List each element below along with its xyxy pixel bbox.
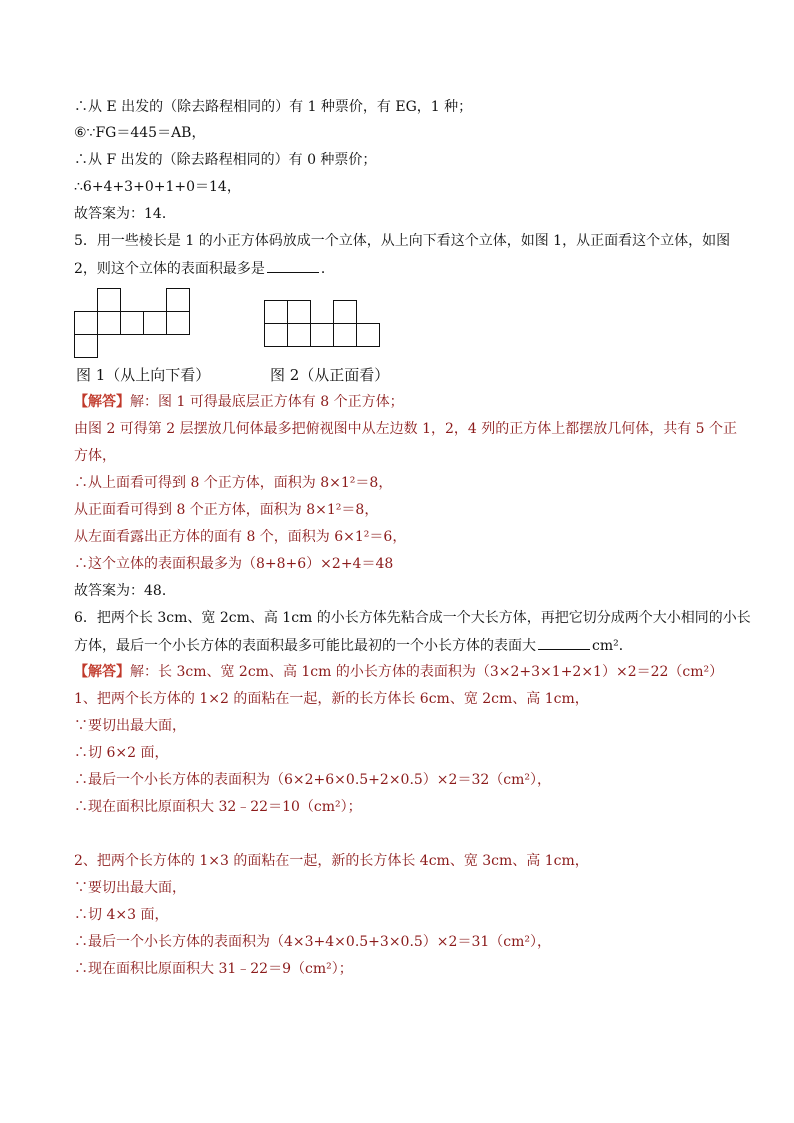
solution-6-line: ∴切 6×2 面， bbox=[74, 745, 169, 761]
solution-6-line: ∵要切出最大面， bbox=[74, 880, 186, 896]
solution-6-line: ∴现在面积比原面积大 31﹣22＝9（cm²）； bbox=[74, 961, 353, 977]
solution-5-line: 从正面看可得到 8 个正方体，面积为 8×1²＝8， bbox=[74, 502, 379, 518]
figure-2-caption: 图 2（从正面看） bbox=[270, 366, 390, 384]
text-line: ∴从 E 出发的（除去路程相同的）有 1 种票价，有 EG，1 种； bbox=[74, 99, 473, 115]
solution-5-line bbox=[74, 392, 404, 412]
answer-blank bbox=[267, 258, 319, 273]
text-line: ∴从 F 出发的（除去路程相同的）有 0 种票价； bbox=[74, 152, 377, 168]
solution-tag: 【解答】 bbox=[74, 664, 130, 680]
question-5-text: 2，则这个立体的表面积最多是 bbox=[74, 261, 265, 277]
question-5-line-1: 5．用一些棱长是 1 的小正方体码放成一个立体，从上向下看这个立体，如图 1，从正面看这个立体，如图 bbox=[74, 233, 731, 249]
text-line: ⑥∵FG＝445＝AB， bbox=[74, 125, 206, 141]
solution-6-line: ∴最后一个小长方体的表面积为（4×3+4×0.5+3×0.5）×2＝31（cm²）， bbox=[74, 934, 551, 950]
question-5-line-2 bbox=[74, 258, 335, 279]
solution-5-line: 方体， bbox=[74, 448, 116, 464]
solution-5-line: ∴这个立体的表面积最多为（8+8+6）×2+4＝48 bbox=[74, 556, 394, 572]
solution-6-line: ∴切 4×3 面， bbox=[74, 907, 169, 923]
question-6-line-1: 6．把两个长 3cm、宽 2cm、高 1cm 的小长方体先粘合成一个大长方体，再把它切分成两个大小相同的小长 bbox=[74, 610, 751, 626]
solution-5-line: 从左面看露出正方体的面有 8 个，面积为 6×1²＝6， bbox=[74, 529, 407, 545]
figure-1-top-view bbox=[74, 288, 194, 360]
figure-2-front-view bbox=[264, 300, 384, 352]
answer-line: 故答案为：14． bbox=[74, 206, 176, 222]
solution-text: 解：长 3cm、宽 2cm、高 1cm 的小长方体的表面积为（3×2+3×1+2×1）×2＝22（cm²） bbox=[130, 664, 724, 680]
text-line: ∴6+4+3+0+1+0＝14， bbox=[74, 179, 241, 195]
question-6-unit: cm²． bbox=[592, 638, 633, 654]
solution-5-line: ∴从上面看可得到 8 个正方体，面积为 8×1²＝8， bbox=[74, 475, 393, 491]
solution-6-line: ∵要切出最大面， bbox=[74, 718, 186, 734]
question-5-end: ． bbox=[320, 261, 335, 277]
solution-6-line: 2、把两个长方体的 1×3 的面粘在一起，新的长方体长 4cm、宽 3cm、高 1cm， bbox=[74, 853, 589, 869]
question-6-text: 方体，最后一个小长方体的表面积最多可能比最初的一个小长方体的表面大 bbox=[74, 638, 536, 654]
solution-text: 解：图 1 可得最底层正方体有 8 个正方体； bbox=[130, 394, 404, 410]
solution-6-line: ∴现在面积比原面积大 32﹣22＝10（cm²）； bbox=[74, 799, 362, 815]
solution-5-line: 由图 2 可得第 2 层摆放几何体最多把俯视图中从左边数 1，2，4 列的正方体上都摆放几何体，共有 5 个正 bbox=[74, 421, 738, 437]
answer-blank bbox=[538, 635, 590, 650]
solution-6-line bbox=[74, 662, 723, 682]
solution-6-line: ∴最后一个小长方体的表面积为（6×2+6×0.5+2×0.5）×2＝32（cm²）， bbox=[74, 772, 551, 788]
answer-line: 故答案为：48． bbox=[74, 583, 176, 599]
question-6-line-2 bbox=[74, 635, 633, 656]
figure-1-caption: 图 1（从上向下看） bbox=[76, 366, 211, 384]
solution-6-line: 1、把两个长方体的 1×2 的面粘在一起，新的长方体长 6cm、宽 2cm、高 1cm， bbox=[74, 691, 589, 707]
solution-tag: 【解答】 bbox=[74, 394, 130, 410]
